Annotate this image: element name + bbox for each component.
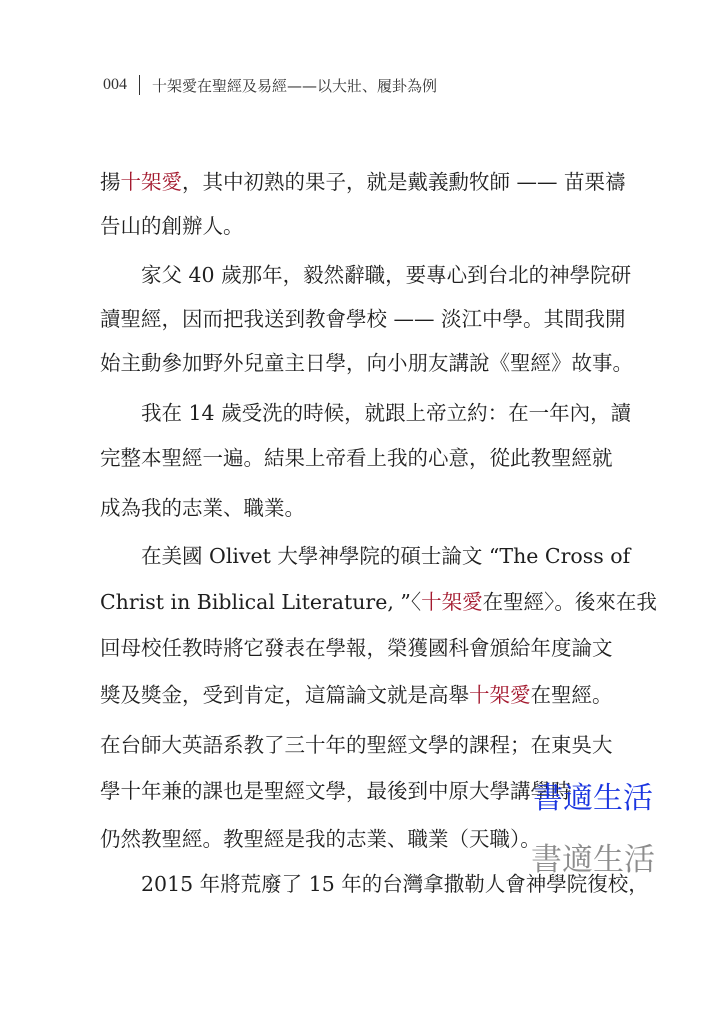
text-span: 始主動參加野外兒童主日學，向小朋友講說《聖經》故事。 <box>100 351 633 375</box>
text-span: 告山的創辦人。 <box>100 214 244 238</box>
text-span: 成為我的志業、職業。 <box>100 496 305 520</box>
text-line <box>100 677 628 713</box>
highlight-term: 十架愛 <box>120 170 182 194</box>
text-span: 在聖經。 <box>530 683 613 707</box>
text-span: 家父 40 歲那年，毅然辭職，要專心到台北的神學院研 <box>100 263 632 287</box>
text-span: 在台師大英語系教了三十年的聖經文學的課程；在東吳大 <box>100 733 613 757</box>
text-line <box>100 490 628 526</box>
watermark-gray: 書適生活 <box>531 842 655 878</box>
text-line <box>100 301 628 337</box>
text-span: 完整本聖經一遍。結果上帝看上我的心意，從此教聖經就 <box>100 446 613 470</box>
text-span: 回母校任教時將它發表在學報，榮獲國科會頒給年度論文 <box>100 636 613 660</box>
watermark-blue: 書適生活 <box>533 781 653 816</box>
page-number: 004 <box>103 76 127 93</box>
highlight-term: 十架愛 <box>469 683 531 707</box>
text-span: 獎及獎金，受到肯定，這篇論文就是高舉 <box>100 683 469 707</box>
text-line <box>100 630 628 666</box>
text-line <box>100 584 657 620</box>
text-span: 在美國 Olivet 大學神學院的碩士論文 “The Cross of <box>100 544 631 568</box>
text-line <box>100 208 628 244</box>
text-span: 揚 <box>100 170 121 194</box>
text-span: 2015 年將荒廢了 15 年的台灣拿撒勒人會神學院復校， <box>100 872 649 896</box>
text-line <box>100 538 631 574</box>
text-line <box>100 395 632 431</box>
text-span: 仍然教聖經。教聖經是我的志業、職業（天職）。 <box>100 827 541 851</box>
text-span: 在聖經〉。後來在我 <box>482 590 657 614</box>
running-title: 十架愛在聖經及易經——以大壯、履卦為例 <box>152 76 438 95</box>
text-line <box>100 727 628 763</box>
text-line <box>100 345 633 381</box>
running-header <box>103 74 437 96</box>
text-line <box>100 440 628 476</box>
text-span: 學十年兼的課也是聖經文學，最後到中原大學講學時 <box>100 779 572 803</box>
text-span: 我在 14 歲受洗的時候，就跟上帝立約：在一年內，讀 <box>100 401 632 425</box>
highlight-term: 十架愛 <box>421 590 483 614</box>
text-line <box>100 164 628 200</box>
text-span: Christ in Biblical Literature, ”〈 <box>100 590 422 614</box>
text-span: 讀聖經，因而把我送到教會學校 —— 淡江中學。其間我開 <box>100 307 626 331</box>
text-line <box>100 257 632 293</box>
text-span: ，其中初熟的果子，就是戴義勳牧師 —— 苗栗禱 <box>182 170 626 194</box>
header-divider <box>139 75 140 95</box>
